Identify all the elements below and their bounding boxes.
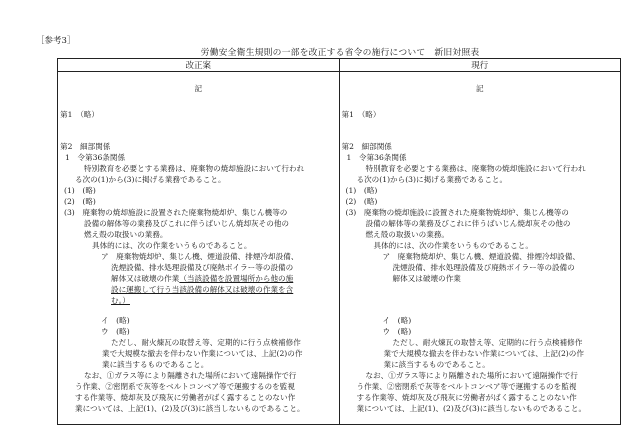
revised-column-header: 改正案: [58, 59, 340, 72]
comparison-table: [57, 58, 621, 425]
amendment-underlined-text: 設に運搬して行う当該設備の解体又は破壊の作業を含: [111, 285, 294, 294]
proviso-line: 業に該当するものであること。: [383, 360, 490, 369]
subitem-3-line: 設備の解体等の業務及びこれに伴うばいじん焼却灰その他の: [365, 219, 571, 228]
subitem-2: (2) (略): [64, 197, 96, 206]
note-line: する作業等、焼却灰及び飛灰に労働者がばく露することのない作: [75, 393, 296, 402]
item-a-line: [111, 273, 293, 284]
item-1-heading: 1 令第36条関係: [65, 153, 126, 162]
subitem-3: (3) 廃棄物の焼却施設に設置された廃棄物焼却炉、集じん機等の: [64, 208, 288, 217]
section-2: 第2 細部関係: [341, 142, 392, 151]
ki-heading: 記: [194, 84, 203, 93]
current-column-header: 現行: [339, 59, 621, 72]
item-a-line: 洗煙設備、排水処理設備及び廃熱ボイラー等の設備の: [111, 263, 294, 272]
proviso-line: 業に該当するものであること。: [102, 360, 209, 369]
item-a-line: 洗煙設備、排水処理設備及び廃熱ボイラー等の設備の: [392, 263, 575, 272]
proviso-line: ただし、耐火煉瓦の取替え等、定期的に行う点検補修作: [111, 338, 301, 347]
subitem-3-line: 設備の解体等の業務及びこれに伴うばいじん焼却灰その他の: [84, 219, 290, 228]
revised-text: [58, 72, 339, 424]
section-1: 第1 （略）: [60, 110, 99, 119]
paragraph-line: 特別教育を必要とする業務は、廃棄物の焼却施設において行われ: [365, 164, 586, 173]
ki-heading: 記: [475, 84, 484, 93]
paragraph-line: る次の(1)から(3)に掲げる業務であること。: [75, 175, 226, 184]
item-u: ウ (略): [101, 327, 130, 336]
item-u: ウ (略): [382, 327, 412, 336]
item-i: イ (略): [382, 316, 412, 325]
item-i: イ (略): [101, 316, 130, 325]
note-line: なお、①ガラス等により隔離された場所において遠隔操作で行: [84, 371, 297, 380]
subitem-3-line: 燃え殻の取扱いの業務。: [365, 230, 450, 239]
note-line: 業については、上記(1)、(2)及び(3)に該当しないものであること。: [75, 404, 305, 413]
proviso-line: 業で大規模な撤去を伴わない作業については、上記(2)の作: [383, 349, 584, 358]
revised-cell: [58, 72, 340, 425]
paragraph-line: る次の(1)から(3)に掲げる業務であること。: [356, 175, 508, 184]
subitem-1: (1) (略): [64, 186, 96, 195]
item-1-heading: 1 令第36条関係: [346, 153, 407, 162]
item-a-plain-text: 解体又は破壊の作業: [111, 274, 180, 283]
proviso-line: ただし、耐火煉瓦の取替え等、定期的に行う点検補修作: [392, 338, 583, 347]
note-line: う作業、②密閉系で灰等をベルトコンベア等で運搬するのを監視: [75, 382, 295, 391]
subitem-3-line: 具体的には、次の作業をいうものであること。: [373, 241, 533, 250]
current-cell: [339, 72, 621, 425]
paragraph-line: 特別教育を必要とする業務は、廃棄物の焼却施設において行われ: [84, 164, 305, 173]
subitem-3: (3) 廃棄物の焼却施設に設置された廃棄物焼却炉、集じん機等の: [345, 208, 569, 217]
proviso-line: 業で大規模な撤去を伴わない作業については、上記(2)の作: [102, 349, 303, 358]
document-title: 労働安全衛生規則の一部を改正する省令の施行について 新旧対照表: [200, 48, 480, 58]
note-line: 業については、上記(1)、(2)及び(3)に該当しないものであること。: [356, 404, 587, 413]
subitem-3-line: 燃え殻の取扱いの業務。: [84, 230, 168, 239]
amendment-underlined-text: む。）: [111, 296, 130, 305]
item-a-line: 解体又は破壊の作業: [392, 274, 461, 283]
subitem-1: (1) (略): [345, 186, 378, 195]
item-a: ア 廃棄物焼却炉、集じん機、煙道設備、排煙冷却設備、: [382, 252, 580, 261]
item-a: ア 廃棄物焼却炉、集じん機、煙道設備、排煙冷却設備、: [101, 252, 299, 261]
note-line: なお、①ガラス等により隔離された場所において遠隔操作で行: [365, 371, 578, 380]
section-1: 第1 （略）: [341, 110, 381, 119]
note-line: う作業、②密閉系で灰等をベルトコンベア等で運搬するのを監視: [356, 382, 577, 391]
note-line: する作業等、焼却灰及び飛灰に労働者がばく露することのない作: [356, 393, 577, 402]
section-2: 第2 細部関係: [60, 142, 111, 151]
reference-label: ［参考3］: [36, 36, 76, 46]
subitem-2: (2) (略): [345, 197, 378, 206]
amendment-underlined-text: （当該設備を設置場所から他の施: [179, 274, 294, 283]
current-text: [340, 72, 621, 424]
subitem-3-line: 具体的には、次の作業をいうものであること。: [92, 241, 252, 250]
